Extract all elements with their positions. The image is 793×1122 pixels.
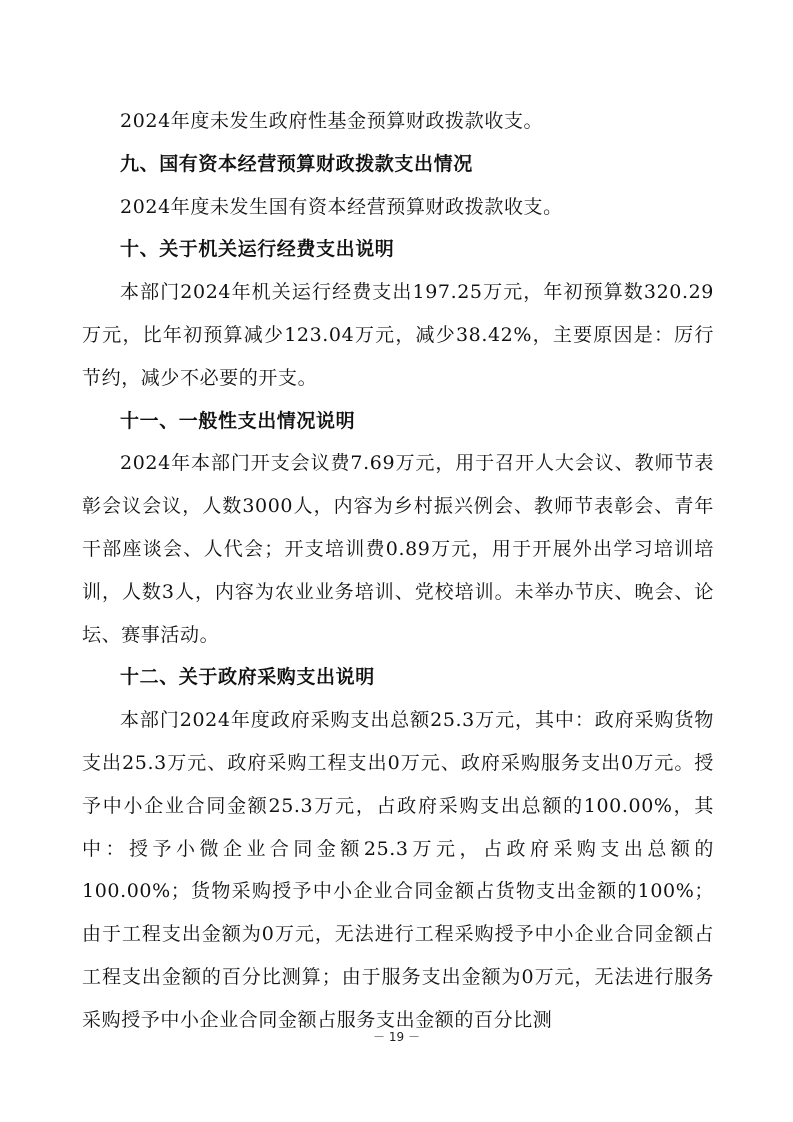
heading-section-10: 十、关于机关运行经费支出说明 [120, 238, 395, 261]
page-number: － 19 － [373, 1030, 420, 1044]
paragraph-general-expenses: 2024年本部门开支会议费7.69万元，用于召开人大会议、教师节表彰会议会议，人数3000人，内容为乡村振兴例会、教师节表彰会、青年干部座谈会、人代会；开支培训费0.89万元，用于开展外出学习培训培训，人数3人，内容为农业业务培训、党校培训。未举办节庆、晚会、论坛、赛事活动。 [82, 452, 714, 646]
heading-section-11: 十一、一般性支出情况说明 [120, 409, 356, 432]
paragraph-operating-expenses: 本部门2024年机关运行经费支出197.25万元，年初预算数320.29万元，比年初预算减少123.04万元，减少38.42%，主要原因是：厉行节约，减少不必要的开支。 [82, 281, 714, 389]
paragraph-procurement: 本部门2024年度政府采购支出总额25.3万元，其中：政府采购货物支出25.3万元、政府采购工程支出0万元、政府采购服务支出0万元。授予中小企业合同金额25.3万元，占政府采购支出总额的100.00%，其中：授予小微企业合同金额25.3万元，占政府采购支出总额的100.00%；货物采购授予中小企业合同金额占货物支出金额的100%；由于工程支出金额为0万元，无法进行工程采购授予中小企业合同金额占工程支出金额的百分比测算；由于服务支出金额为0万元，无法进行服务采购授予中小企业合同金额占服务支出金额的百分比测 [82, 709, 714, 1031]
heading-section-9: 九、国有资本经营预算财政拨款支出情况 [120, 152, 473, 175]
paragraph-gov-fund: 2024年度未发生政府性基金预算财政拨款收支。 [120, 110, 544, 132]
document-body [82, 100, 714, 1042]
heading-section-12: 十二、关于政府采购支出说明 [120, 666, 375, 689]
paragraph-state-capital: 2024年度未发生国有资本经营预算财政拨款收支。 [120, 195, 563, 218]
